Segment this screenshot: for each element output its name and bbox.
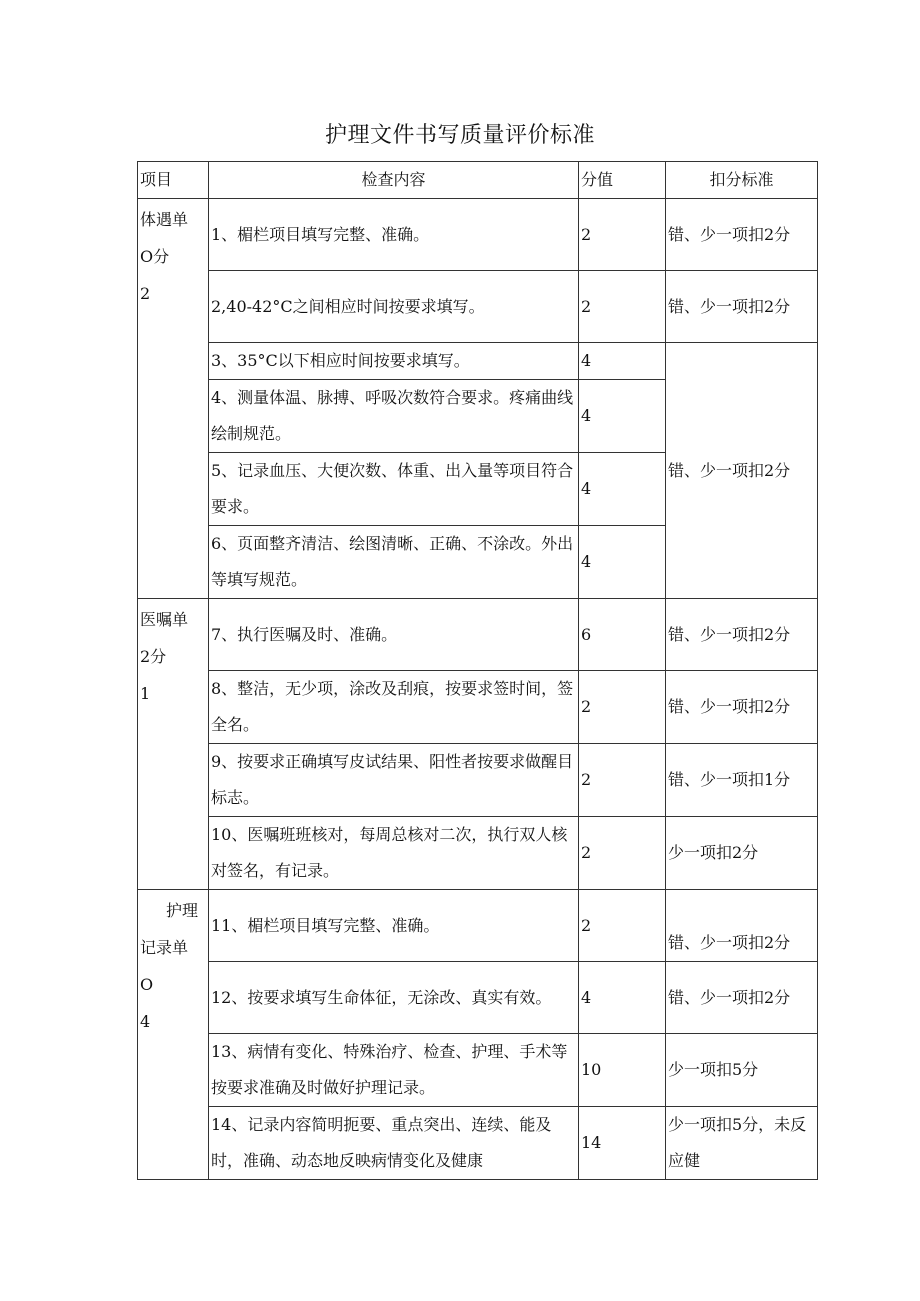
section-label [138,199,209,599]
section-line: 记录单 [140,938,189,957]
section-line: 体遇单 [140,210,189,229]
score-cell: 2 [579,744,666,817]
content-cell: 8、整洁，无少项，涂改及刮痕，按要求签时间，签全名。 [209,671,579,744]
header-item: 项目 [138,162,209,199]
table-row [138,199,818,271]
content-cell: 10、医嘱班班核对，每周总核对二次，执行双人核对签名，有记录。 [209,817,579,890]
deduct-cell: 错、少一项扣2分 [666,671,818,744]
deduct-cell: 错、少一项扣2分 [666,199,818,271]
score-cell: 2 [579,817,666,890]
section-line: 1 [140,684,151,703]
content-cell: 14、记录内容简明扼要、重点突出、连续、能及时，准确、动态地反映病情变化及健康 [209,1107,579,1180]
deduct-cell: 错、少一项扣2分 [666,343,818,599]
section-label [138,599,209,890]
score-cell: 6 [579,599,666,671]
section-line: 护理 [166,901,199,920]
section-line: 医嘱单 [140,610,189,629]
header-row [138,162,818,199]
table-row [138,962,818,1034]
score-cell: 4 [579,453,666,526]
content-cell: 3、35°C以下相应时间按要求填写。 [209,343,579,380]
content-cell: 7、执行医嘱及时、准确。 [209,599,579,671]
deduct-cell: 少一项扣5分 [666,1034,818,1107]
content-cell: 9、按要求正确填写皮试结果、阳性者按要求做醒目标志。 [209,744,579,817]
table-row [138,599,818,671]
section-line: 4 [140,1012,151,1031]
score-cell: 2 [579,199,666,271]
table-row [138,271,818,343]
score-cell: 2 [579,271,666,343]
score-cell: 2 [579,890,666,962]
table-row [138,817,818,890]
score-cell: 4 [579,962,666,1034]
deduct-cell: 错、少一项扣2分 [666,271,818,343]
deduct-cell: 少一项扣5分，未反应健 [666,1107,818,1180]
score-cell: 4 [579,380,666,453]
header-deduct: 扣分标准 [666,162,818,199]
table-row [138,1107,818,1180]
content-cell: 13、病情有变化、特殊治疗、检查、护理、手术等按要求准确及时做好护理记录。 [209,1034,579,1107]
content-cell: 12、按要求填写生命体征，无涂改、真实有效。 [209,962,579,1034]
deduct-cell: 错、少一项扣2分 [666,962,818,1034]
header-score: 分值 [579,162,666,199]
evaluation-table [137,161,818,1180]
page-title: 护理文件书写质量评价标准 [324,123,595,148]
content-cell: 6、页面整齐清洁、绘图清晰、正确、不涂改。外出等填写规范。 [209,526,579,599]
section-line: 2 [140,284,151,303]
score-cell: 4 [579,526,666,599]
score-cell: 14 [579,1107,666,1180]
deduct-cell: 错、少一项扣2分 [666,599,818,671]
header-content: 检查内容 [209,162,579,199]
deduct-cell: 错、少一项扣2分 [666,890,818,962]
score-cell: 4 [579,343,666,380]
content-cell: 4、测量体温、脉搏、呼吸次数符合要求。疼痛曲线绘制规范。 [209,380,579,453]
deduct-cell: 错、少一项扣1分 [666,744,818,817]
table-row [138,1034,818,1107]
deduct-cell: 少一项扣2分 [666,817,818,890]
content-cell: 11、楣栏项目填写完整、准确。 [209,890,579,962]
content-cell: 1、楣栏项目填写完整、准确。 [209,199,579,271]
table-row [138,890,818,962]
section-line: O [140,975,154,994]
section-line: O分 [140,247,170,266]
table-row [138,744,818,817]
table-row [138,671,818,744]
section-line: 2分 [140,647,167,666]
content-cell: 5、记录血压、大便次数、体重、出入量等项目符合要求。 [209,453,579,526]
section-label [138,890,209,1180]
table-row [138,343,818,380]
content-cell: 2,40-42°C之间相应时间按要求填写。 [209,271,579,343]
score-cell: 2 [579,671,666,744]
score-cell: 10 [579,1034,666,1107]
